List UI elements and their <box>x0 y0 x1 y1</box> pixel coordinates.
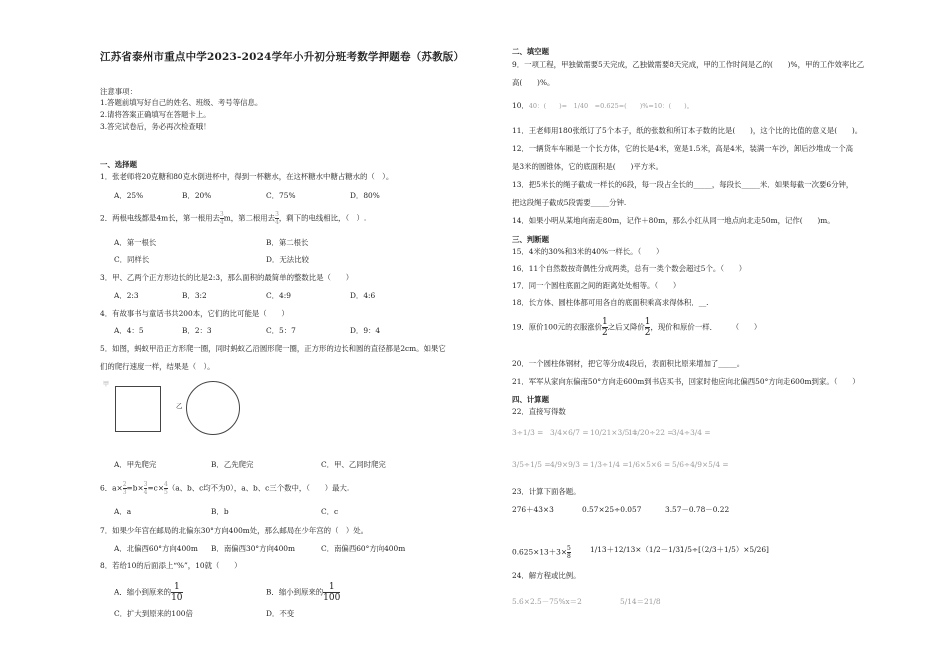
q5-opt-a: A．甲先爬完 <box>114 460 157 469</box>
q2-frac-2-num: 3 <box>275 211 279 218</box>
q3-opt-a: A．2:3 <box>114 291 139 300</box>
q16-text: 16．11个自然数按奇偶性分成两类，总有一类个数会超过5个。（ ） <box>512 264 747 273</box>
q2-text <box>100 211 366 226</box>
q19-part-b: 之后又降价 <box>607 322 645 332</box>
q8-opt-b-frac <box>323 582 340 603</box>
q4-opt-b: B．2：3 <box>182 326 212 335</box>
q14-text: 14．如果小明从某地向南走80m，记作＋80m，那么小红从同一地点向北走50m，记作( )m。 <box>512 216 835 225</box>
q2-frac-1-den: 4 <box>219 219 224 226</box>
q22-r1-1: 3÷1/3 = <box>512 428 544 437</box>
q7-opt-a: A．北偏西60°方向400m <box>114 544 198 553</box>
q23-r2-3: 1/5÷[（2/3＋1/5）×5/26] <box>680 545 769 554</box>
q4-opt-c: C．5：7 <box>266 326 296 335</box>
q2-frac-1-num: 3 <box>219 211 224 218</box>
q8-opt-a-label: A．缩小到原来的 <box>114 587 172 597</box>
q6-frac-1-num: 2 <box>122 481 127 488</box>
q8-opt-b-den: 100 <box>323 593 341 603</box>
q22-text: 22．直接写得数 <box>512 407 566 416</box>
q2-frac-2-den: 4 <box>275 219 279 226</box>
q22-r2-4: 1/6×5×6 = <box>628 460 671 469</box>
q23-r2-1-text: 0.625×13＋3× <box>512 547 568 557</box>
q23-r2-1-den: 8 <box>567 553 571 560</box>
q1-opt-d: D．80% <box>350 191 380 200</box>
section-calc: 四、计算题 <box>512 395 549 404</box>
exam-title: 江苏省泰州市重点中学2023-2024学年小升初分班考数学押题卷（苏教版） <box>100 51 465 63</box>
q17-text: 17．同一个圆柱底面之间的距离处处相等。（ ） <box>512 281 681 290</box>
q10-text <box>512 101 693 111</box>
q19-frac-1-den: 2 <box>602 328 608 338</box>
q4-text: 4．有故事书与童话书共200本，它们的比可能是（ ） <box>100 309 289 318</box>
q22-r1-3: 10/21×3/5 = <box>590 428 638 437</box>
q22-r1-2: 3/4×6/7 = <box>550 428 589 437</box>
q8-opt-a-num: 1 <box>171 582 182 593</box>
note-item-1: 1.答题前填写好自己的姓名、班级、考号等信息。 <box>100 98 263 107</box>
q7-opt-b: B．南偏西30°方向400m <box>211 544 295 553</box>
q2-part-c: ，剩下的电线相比，（ ）. <box>278 213 367 223</box>
q6-frac-3-den: 5 <box>164 489 168 496</box>
q23-r1-3: 3.57－0.78－0.22 <box>665 505 730 514</box>
q23-r2-1 <box>512 545 571 560</box>
q19-part-c: ，现价和原价一样． （ ） <box>650 322 762 332</box>
q8-text: 8．若给10的后面添上“%”，10就（ ） <box>100 561 242 570</box>
q5-label-jia: 甲 <box>103 381 110 388</box>
q7-text: 7．如果少年宫在邮局的北偏东30°方向400m处，那么邮局在少年宫的（ ）处。 <box>100 526 369 535</box>
q8-opt-b <box>266 582 340 603</box>
q19-text <box>512 317 761 338</box>
q6-opt-a: A．a <box>114 507 132 516</box>
q6-text <box>100 481 349 496</box>
q13-line-2: 把这段绳子截成5段需要_____分钟. <box>512 198 627 207</box>
q12-line-2: 是3米的圆锥体，它的底面积是( )平方米。 <box>512 162 663 171</box>
q2-opt-d: D．无法比较 <box>266 255 309 264</box>
q6-frac-1-den: 3 <box>122 489 127 496</box>
q5-opt-c: C．甲、乙同时爬完 <box>321 460 386 469</box>
q24-eq-2: 5/14＝21/8 <box>620 597 661 606</box>
q6-frac-2-num: 3 <box>143 481 148 488</box>
q23-r1-1: 276＋43×3 <box>512 505 554 514</box>
q13-line-1: 13．把5米长的绳子截成一样长的6段，每一段占全长的_____，每段长_____米．如果每截一次要6分钟， <box>512 180 854 189</box>
note-item-2: 2.请将答案正确填写在答题卡上。 <box>100 110 211 119</box>
q5-circle-figure <box>186 381 240 435</box>
q9-line-2: 高( )%。 <box>512 78 555 87</box>
q20-text: 20．一个圆柱体钢材，把它等分成4段后，表面积比原来增加了_____。 <box>512 359 745 368</box>
q8-opt-c: C．扩大到原来的100倍 <box>114 609 193 618</box>
q7-opt-c: C．南偏西60°方向400m <box>321 544 406 553</box>
q22-r2-1: 3/5÷1/5 = <box>512 460 551 469</box>
q19-part-a: 19．原价100元的衣服涨价 <box>512 322 603 332</box>
notes-header: 注意事项： <box>100 87 137 96</box>
q6-frac-3-num: 4 <box>164 481 168 488</box>
q4-opt-d: D．9：4 <box>350 326 381 335</box>
q3-opt-b: B．3:2 <box>182 291 207 300</box>
q21-text: 21．军军从家向东偏南50°方向走600m到书店买书，回家时他应向北偏西50°方向走600m到家。（ ） <box>512 377 860 386</box>
q3-opt-d: D．4:6 <box>350 291 376 300</box>
q8-opt-b-num: 1 <box>323 582 340 593</box>
q5-label-yi: 乙 <box>176 402 183 410</box>
q23-r2-2: 1/13＋12/13×（1/2－1/3） <box>590 545 688 554</box>
q24-text: 24．解方程或比例。 <box>512 571 581 580</box>
q2-part-a: 2．两根电线都是4m长，第一根用去 <box>100 213 220 223</box>
q22-r2-3: 1/3÷1/4 = <box>590 460 629 469</box>
q1-text: 1．张老师将20克糖和80克水倒进杯中，得到一杯糖水，在这杯糖水中糖占糖水的（ ）。 <box>100 172 394 181</box>
section-judge: 三、判断题 <box>512 235 549 244</box>
q22-r1-4: 11/20÷22 = <box>628 428 674 437</box>
q22-r2-2: 4/9×9/3 = <box>550 460 589 469</box>
q24-eq-1: 5.6×2.5－75%x＝2 <box>512 597 582 606</box>
q1-opt-b: B．20% <box>182 191 212 200</box>
q6-part-c: =c× <box>147 483 165 493</box>
q8-opt-a-frac <box>171 582 182 603</box>
q23-text: 23．计算下面各题。 <box>512 487 581 496</box>
q10-faded-expression: 40：( )= 1/40 =0.625=( )%=10：( )。 <box>528 102 694 110</box>
q2-part-b: m，第二根用去 <box>223 213 276 223</box>
q5-line-1: 5．如图，蚂蚁甲沿正方形爬一圈，同时蚂蚁乙沿圆形爬一圈，正方形的边长和圆的直径都是2cm。如果它 <box>100 344 446 353</box>
section-choice: 一、选择题 <box>100 160 137 169</box>
q19-frac-2-num: 1 <box>644 317 651 327</box>
q3-opt-c: C．4:9 <box>266 291 291 300</box>
q2-opt-a: A．第一根长 <box>114 238 157 247</box>
q5-line-2: 们的爬行速度一样，结果是（ ）。 <box>100 362 215 371</box>
q12-line-1: 12．一辆货车车厢是一个长方体，它的长是4米，宽是1.5米，高是4米，装满一车沙，卸后沙堆成一个高 <box>512 144 853 153</box>
section-fill: 二、填空题 <box>512 47 549 56</box>
q23-r2-1-frac <box>567 545 571 560</box>
q1-opt-a: A．25% <box>114 191 144 200</box>
q6-opt-c: C．c <box>321 507 339 516</box>
q8-opt-a-den: 10 <box>171 593 183 603</box>
q15-text: 15．4米的30%和3米的40%一样长。（ ） <box>512 247 664 256</box>
q23-r2-1-num: 5 <box>567 545 571 552</box>
q9-line-1: 9．一项工程，甲独做需要5天完成，乙独做需要8天完成，甲的工作时间是乙的( )%，甲的工作效率比乙 <box>512 60 865 69</box>
q10-number: 10． <box>512 101 529 110</box>
q6-frac-2-den: 4 <box>143 489 148 496</box>
q22-r1-5: 3/4÷3/4 = <box>672 428 711 437</box>
q5-square-figure <box>115 386 161 432</box>
q4-opt-a: A．4：5 <box>114 326 144 335</box>
q2-opt-b: B．第二根长 <box>266 238 309 247</box>
q6-part-b: =b× <box>126 483 144 493</box>
q6-part-d: （a、b、c均不为0），a、b、c三个数中，（ ）最大. <box>167 483 350 493</box>
q5-opt-b: B．乙先爬完 <box>211 460 254 469</box>
q1-opt-c: C．75% <box>266 191 296 200</box>
q19-frac-2-den: 2 <box>644 328 651 338</box>
q19-frac-1-num: 1 <box>602 317 608 327</box>
q11-text: 11．王老师用180张纸订了5个本子，纸的张数和所订本子数的比是( )，这个比的比值的意义是( )。 <box>512 126 863 135</box>
q8-opt-a <box>114 582 183 603</box>
q2-opt-c: C．同样长 <box>114 255 150 264</box>
q18-text: 18．长方体、圆柱体都可用各自的底面积乘高求得体积．__. <box>512 298 709 307</box>
q22-r2-5: 5/6÷4/9×5/4 = <box>672 460 729 469</box>
q6-opt-b: B．b <box>211 507 229 516</box>
q6-part-a: 6．a× <box>100 483 123 493</box>
q8-opt-d: D．不变 <box>266 609 295 618</box>
q8-opt-b-label: B．缩小到原来的 <box>266 587 324 597</box>
note-item-3: 3.答完试卷后，务必再次检查哦！ <box>100 122 211 131</box>
q3-text: 3．甲、乙两个正方形边长的比是2:3，那么面积的最简单的整数比是（ ） <box>100 273 354 282</box>
q23-r1-2: 0.57×25÷0.057 <box>582 505 642 514</box>
